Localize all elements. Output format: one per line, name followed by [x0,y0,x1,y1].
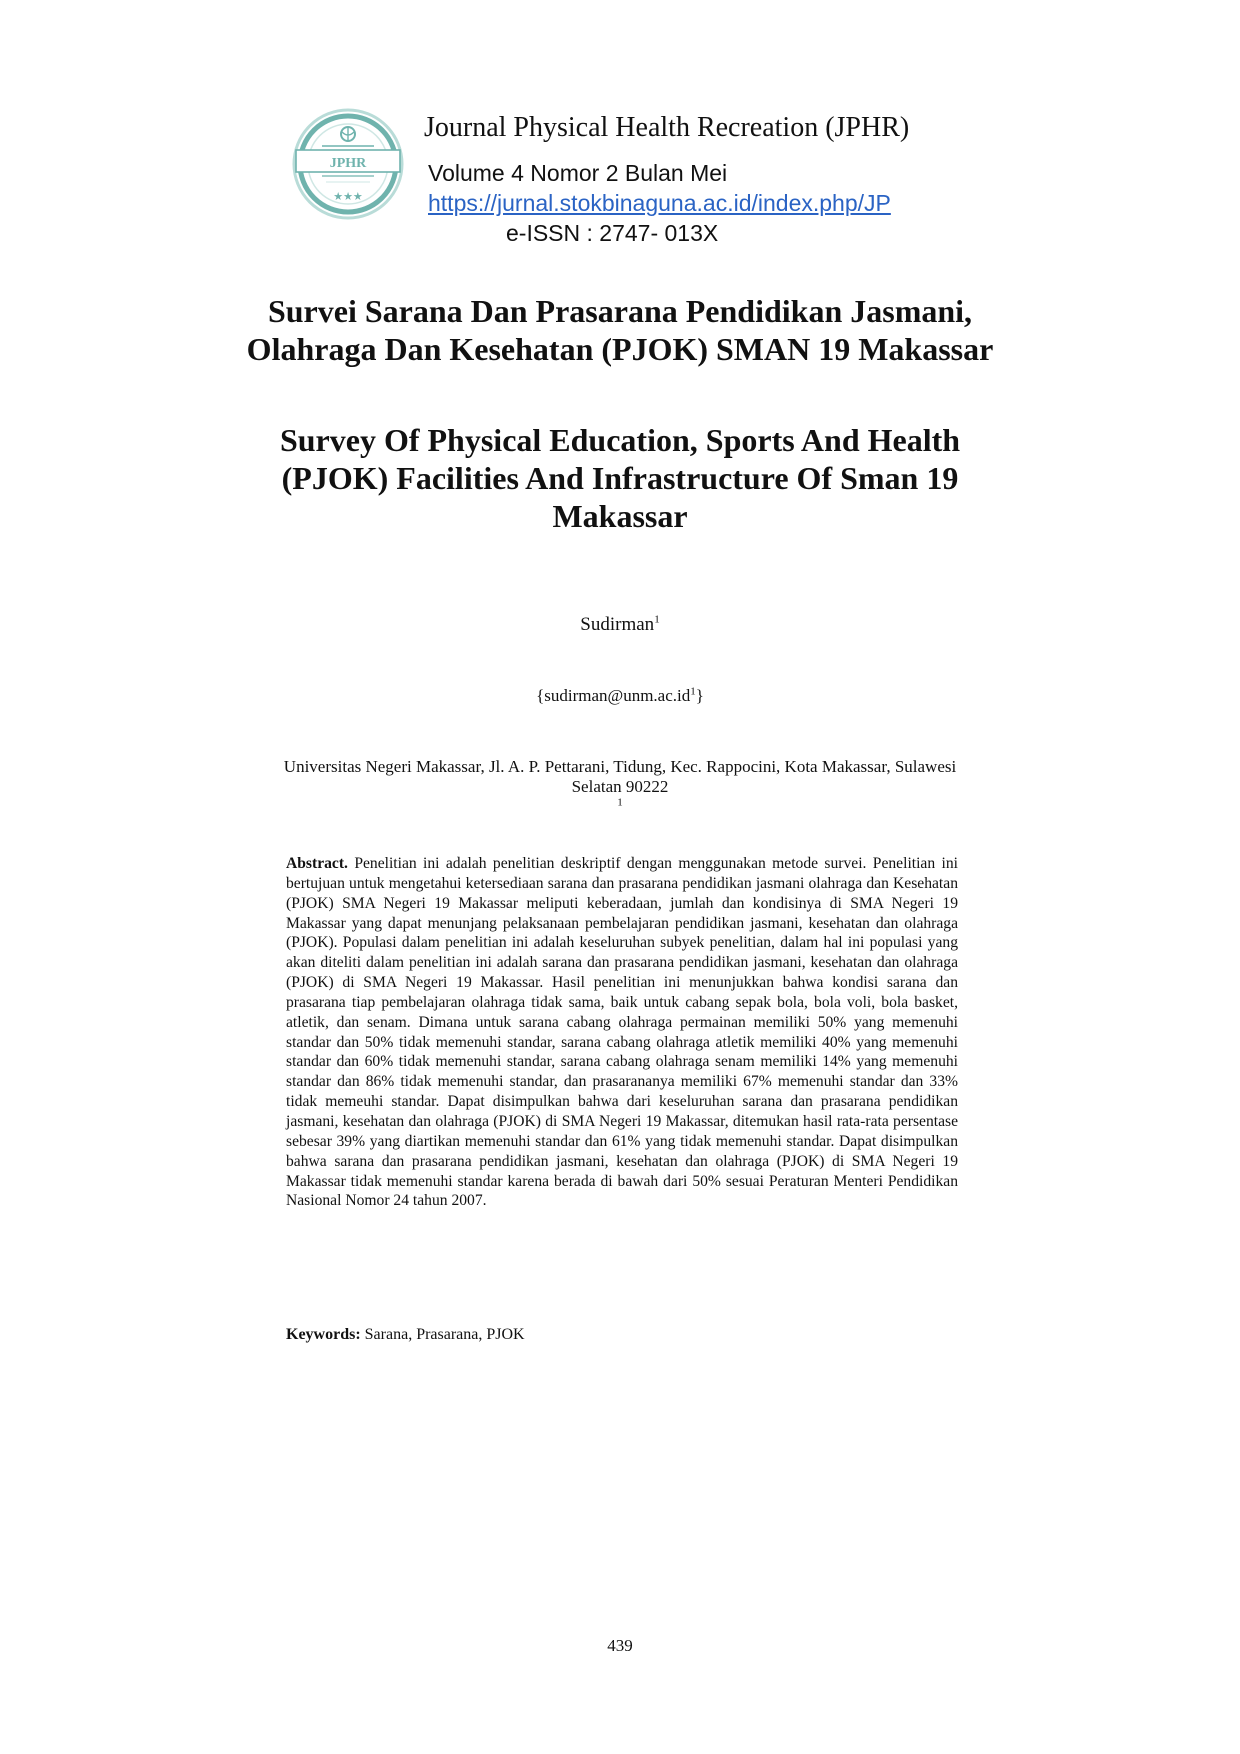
page-number: 439 [607,1636,633,1655]
affiliation-marker: 1 [617,796,623,809]
keywords-label: Keywords: [286,1326,361,1343]
title-en-line: Survey Of Physical Education, Sports And Health [279,422,961,458]
title-id-line: Survei Sarana Dan Prasarana Pendidikan Jasmani, [267,293,973,329]
affiliation-line [220,777,1020,817]
email-address: sudirman@unm.ac.id [544,686,691,705]
paper-title-indonesian [160,292,1080,368]
journal-issn: e-ISSN : 2747- 013X [506,220,719,246]
abstract [286,854,958,1211]
journal-title: Journal Physical Health Recreation (JPHR) [424,112,910,143]
journal-url-link[interactable]: https://jurnal.stokbinaguna.ac.id/index.php/JP [428,190,891,216]
email-brace-close: } [695,686,704,705]
logo-label: JPHR [329,156,367,171]
abstract-label: Abstract. [286,855,348,872]
author-name-text: Sudirman [580,614,655,635]
title-id-line: Olahraga Dan Kesehatan (PJOK) SMAN 19 Makassar [246,331,994,367]
affiliation-line: Universitas Negeri Makassar, Jl. A. P. Pettarani, Tidung, Kec. Rappocini, Kota Makassar, Sulawesi [283,757,957,776]
abstract-text: Penelitian ini adalah penelitian deskriptif dengan menggunakan metode survei. Penelitian ini bertujuan untuk mengetahui ketersediaan sarana dan prasarana pendidikan jasmani olahraga dan Kesehatan (PJOK) SMA Negeri 19 Makassar meliputi keberadaan, jumlah dan kondisinya di SMA Negeri 19 Makassar yang dapat menunjang pelaksanaan pembelajaran pendidikan jasmani, kesehatan dan olahraga (PJOK). Populasi dalam penelitian ini adalah keseluruhan subyek penelitian, dalam hal ini populasi yang akan diteliti dalam penelitian ini adalah sarana dan prasarana pendidikan jasmani, kesehatan dan olahraga (PJOK) di SMA Negeri 19 Makassar. Hasil penelitian ini menunjukkan bahwa kondisi sarana dan prasarana tiap pembelajaran olahraga tidak sama, baik untuk cabang sepak bola, bola voli, bola basket, atletik, dan senam. Dimana untuk sarana cabang olahraga permainan memiliki 50% yang memenuhi standar dan 50% tidak memenuhi standar, sarana cabang olahraga atletik memiliki 40% yang memenuhi standar dan 60% tidak memenuhi standar, sarana cabang olahraga senam memiliki 14% yang memenuhi standar dan 86% tidak memenuhi standar, dan prasarananya memiliki 67% memenuhi standar dan 33% tidak memeuhi standar. Dapat disimpulkan bahwa dari keseluruhan sarana dan prasarana pendidikan jasmani, kesehatan dan olahraga (PJOK) di SMA Negeri 19 Makassar, ditemukan hasil rata-rata persentase sebesar 39% yang diartikan memenuhi standar dan 61% yang tidak memenuhi standar. Dapat disimpulkan bahwa sarana dan prasarana pendidikan jasmani, kesehatan dan olahraga (PJOK) di SMA Negeri 19 Makassar tidak memenuhi standar karena berada di bawah dari 50% sesuai Peraturan Menteri Pendidikan Nasional Nomor 24 tahun 2007. [286,855,958,1210]
author-affil-marker: 1 [654,613,660,626]
author-affiliation [220,757,1020,817]
journal-logo-icon [292,108,404,220]
email-brace-open: { [536,686,545,705]
svg-text:★★★: ★★★ [333,190,363,203]
title-en-line: Makassar [552,498,688,534]
paper-title-english [160,421,1080,535]
keywords-text: Sarana, Prasarana, PJOK [364,1326,525,1343]
journal-issue: Volume 4 Nomor 2 Bulan Mei [428,160,728,186]
journal-header [292,108,992,258]
affiliation-line2-text: Selatan 90222 [571,777,669,796]
title-en-line: (PJOK) Facilities And Infrastructure Of Sman 19 [281,460,959,496]
email-affil-marker: 1 [690,685,696,698]
author-email [0,686,1240,706]
keywords [286,1326,525,1344]
author-name [0,614,1240,636]
